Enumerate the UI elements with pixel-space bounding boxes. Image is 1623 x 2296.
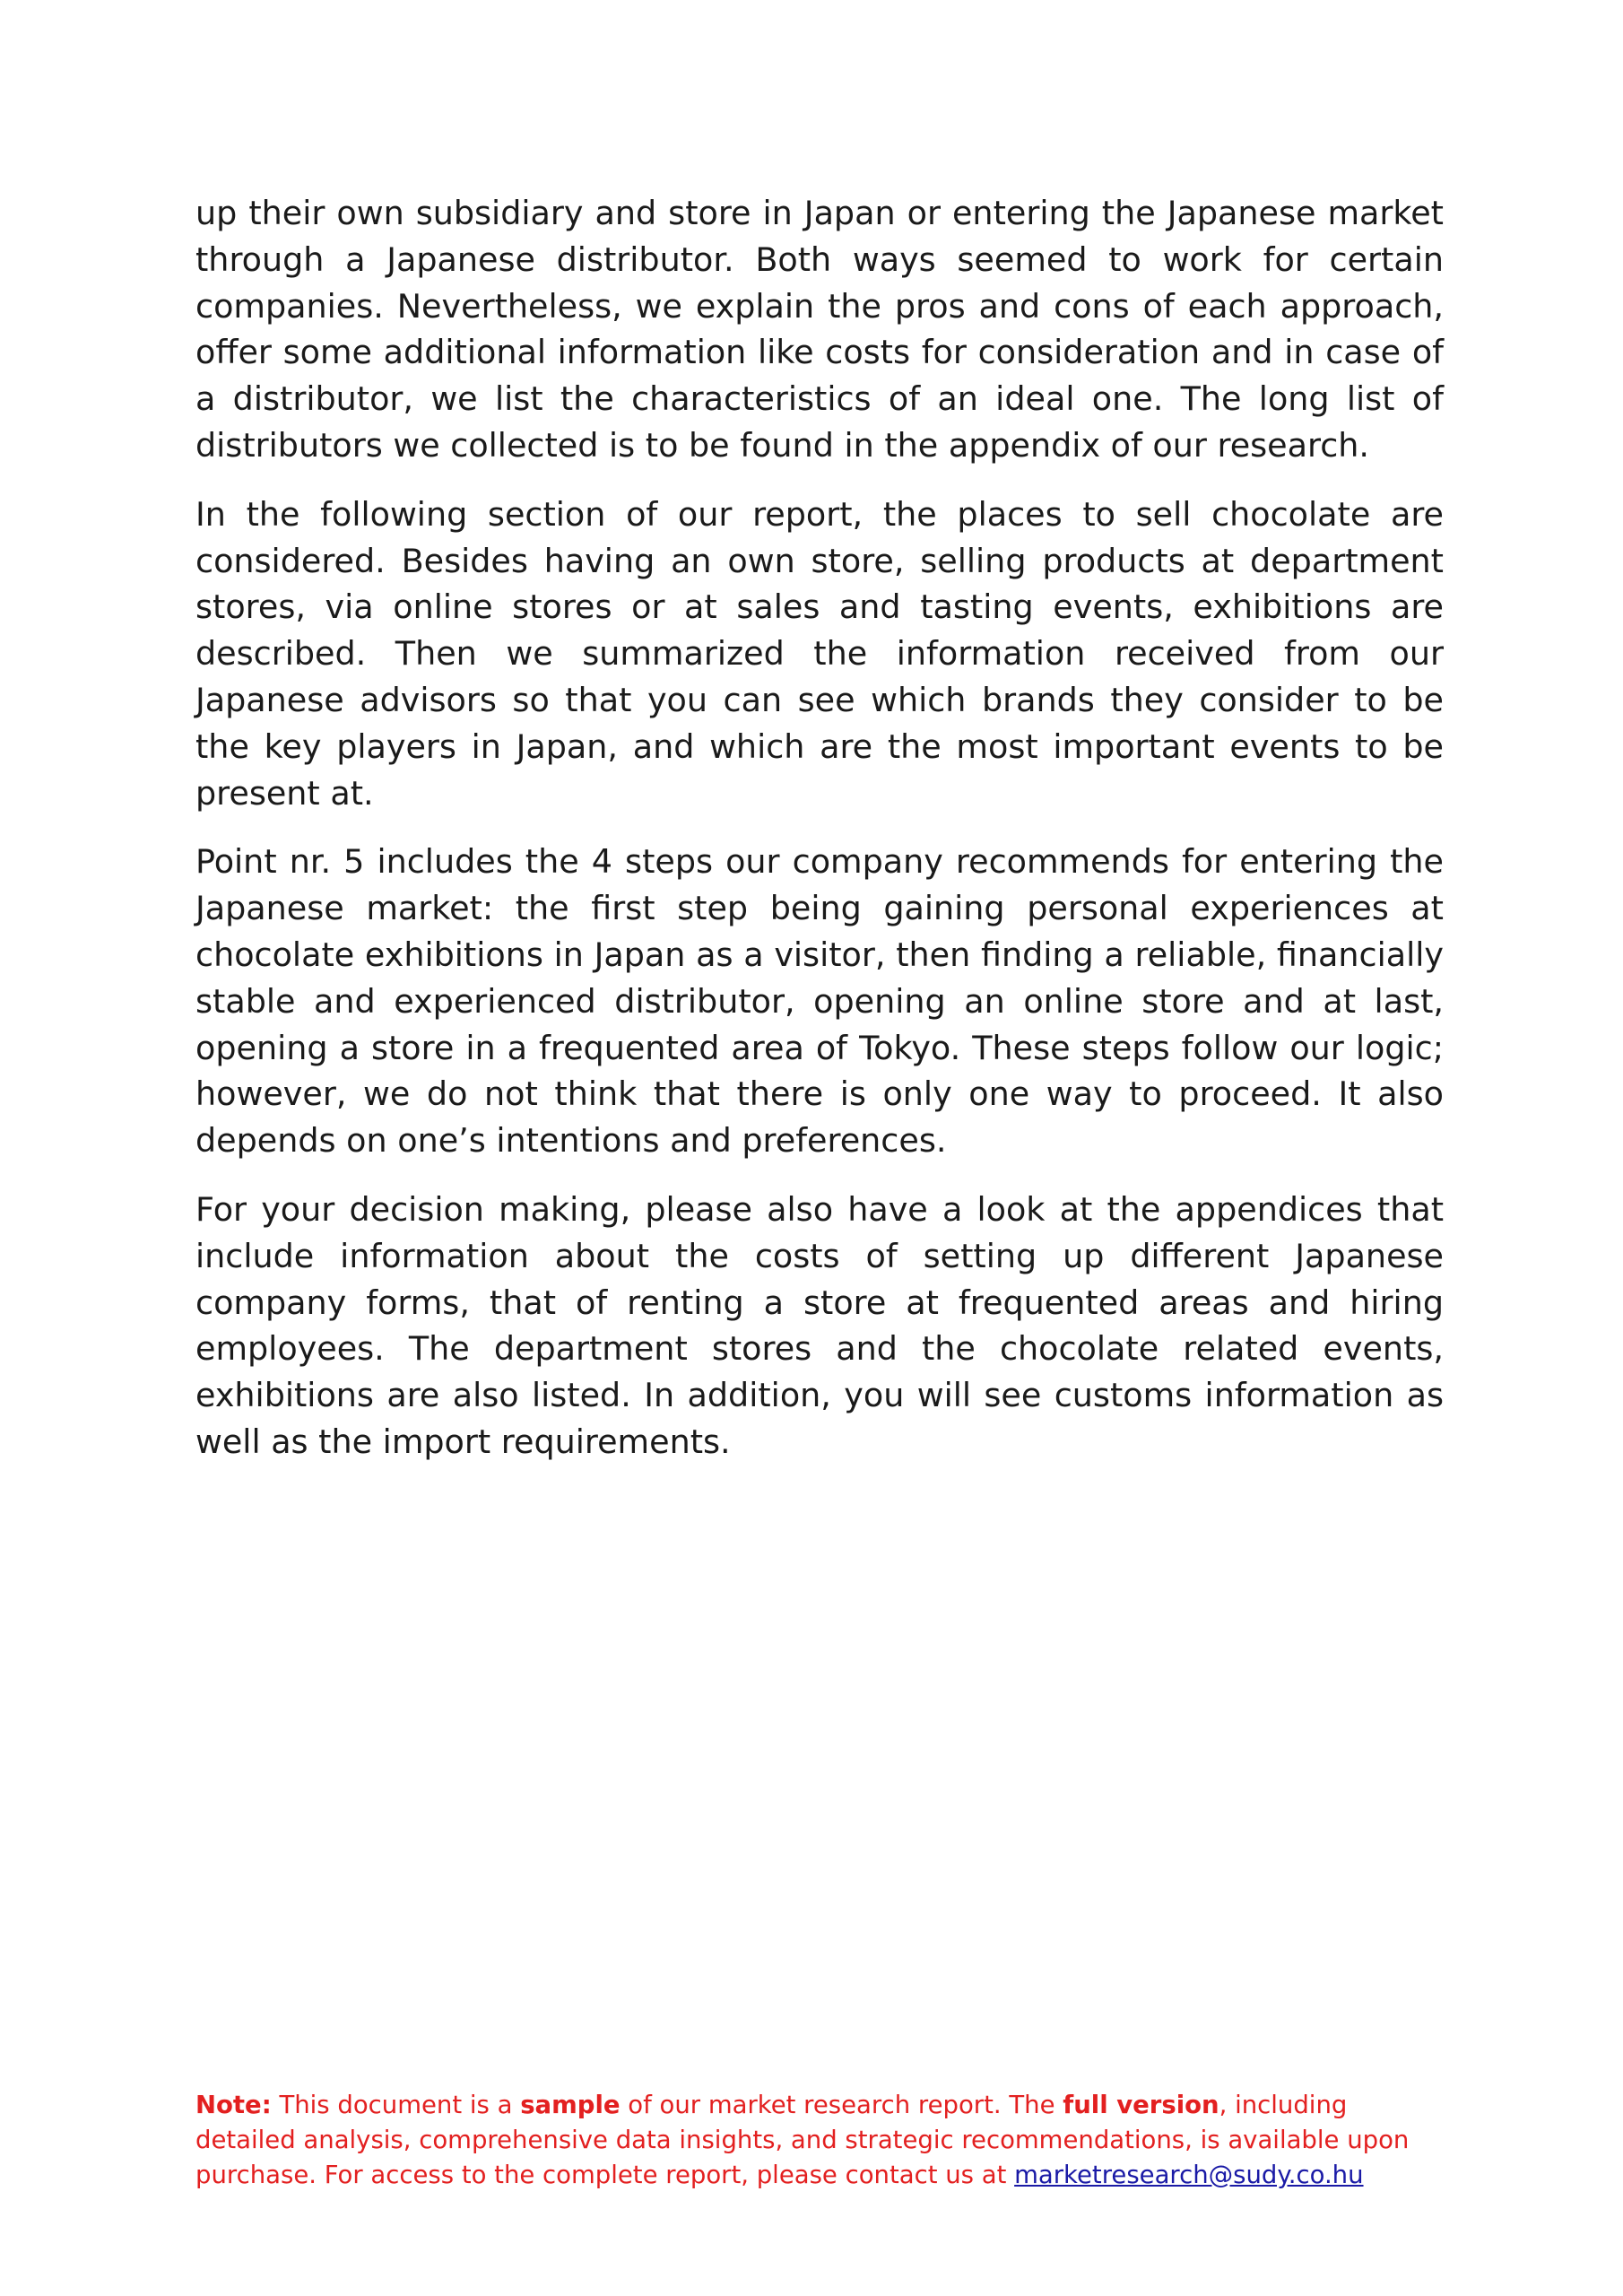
sample-notice <box>195 2088 1451 2193</box>
body-text <box>195 190 1444 1488</box>
note-text-3: , including detailed analysis, comprehensive data insights, and strategic recommendations, is available upon purchase. For access to the complete report, please contact us at <box>195 2091 1410 2189</box>
paragraph-appendices: For your decision making, please also have a look at the appendices that include information about the costs of setting up different Japanese company forms, that of renting a store at frequented areas and hiring employees. The department stores and the chocolate related events, exhibitions are also listed. In addition, you will see customs information as well as the import requirements. <box>195 1189 1444 1461</box>
note-text-1: This document is a <box>271 2091 521 2119</box>
paragraph-distribution: up their own subsidiary and store in Japan or entering the Japanese market through a Japanese distributor. Both ways seemed to work for certain companies. Nevertheless, we explain the pros and cons of each approach, offer some additional information like costs for consideration and in case of a distributor, we list the characteristics of an ideal one. The long list of distributors we collected is to be found in the appendix of our research. <box>195 194 1444 465</box>
note-text-2: of our market research report. The <box>620 2091 1063 2119</box>
note-sample: sample <box>520 2091 621 2119</box>
contact-email-link[interactable]: marketresearch@sudy.co.hu <box>1014 2161 1364 2189</box>
note-label: Note: <box>195 2091 272 2119</box>
paragraph-places-to-sell: In the following section of our report, the places to sell chocolate are considered. Besides having an own store, selling products at department stores, via online stores or at sales and tasting events, exhibitions are described. Then we summarized the information received from our Japanese advisors so that you can see which brands they consider to be the key players in Japan, and which are the most important events to be present at. <box>195 494 1444 813</box>
paragraph-entry-steps: Point nr. 5 includes the 4 steps our company recommends for entering the Japanese market: the first step being gaining personal experiences at chocolate exhibitions in Japan as a visitor, then finding a reliable, financially stable and experienced distributor, opening an online store and at last, opening a store in a frequented area of Tokyo. These steps follow our logic; however, we do not think that there is only one way to proceed. It also depends on one’s intentions and preferences. <box>195 842 1444 1161</box>
note-full-version: full version <box>1063 2091 1219 2119</box>
